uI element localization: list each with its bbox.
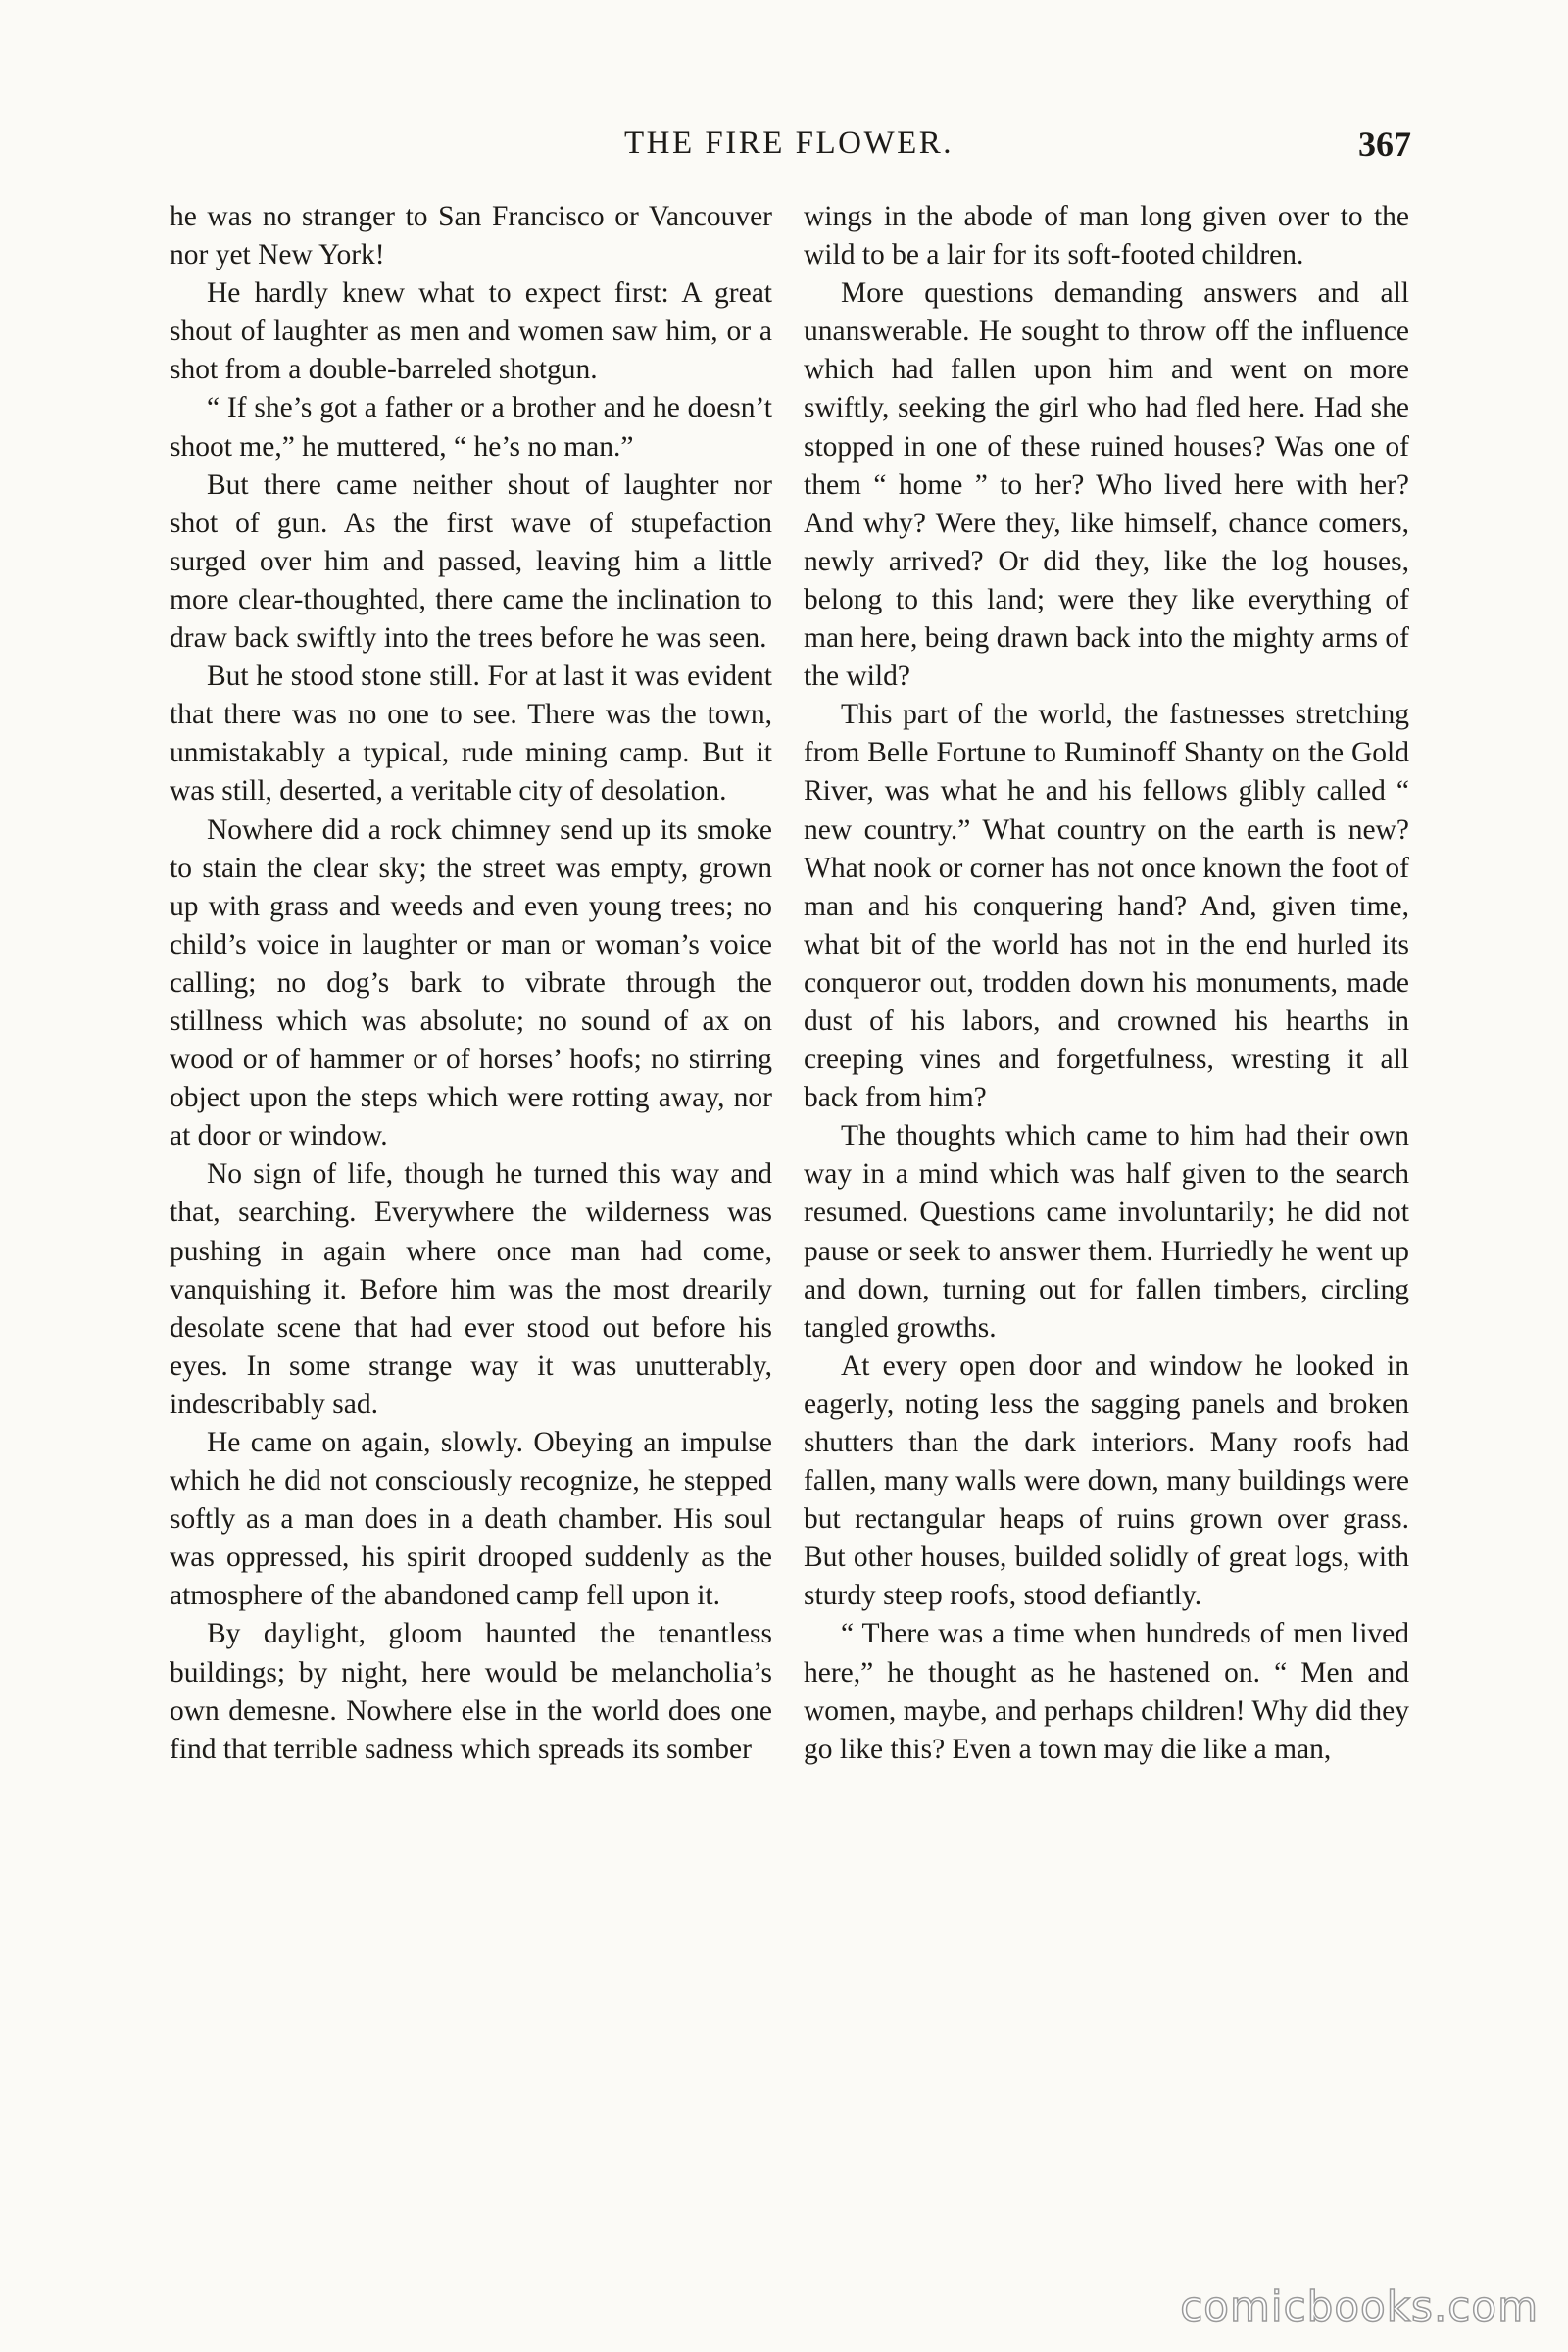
watermark-logo: comicbooks.com: [1180, 2282, 1539, 2330]
running-title: THE FIRE FLOWER.: [623, 125, 955, 161]
paragraph: More questions demanding answers and all unanswerable. He sought to throw off the influence which had fallen upon him and went on more swiftly, seeking the girl who had fled here. Had she stopped in one of these ruined houses? Was one of them “ home ” to her? Who lived here with her? And why? Were they, like himself, chance comers, newly arrived? Or did they, like the log houses, belong to this land; were they like everything of man here, being drawn back into the mighty arms of the wild?: [804, 277, 1409, 693]
right-column: [804, 198, 1409, 1769]
paragraph: wings in the abode of man long given over to the wild to be a lair for its soft-footed children.: [804, 201, 1409, 271]
paragraph: “ There was a time when hundreds of men lived here,” he thought as he hastened on. “ Men and women, maybe, and perhaps children! Why did they go like this? Even a town may die like a man,: [804, 1618, 1409, 1765]
paragraph: No sign of life, though he turned this way and that, searching. Everywhere the wilderness was pushing in again where once man had come, vanquishing it. Before him was the most drearily desolate scene that had ever stood out before his eyes. In some strange way it was unutterably, indescribably sad.: [170, 1158, 772, 1420]
paragraph: He hardly knew what to expect first: A great shout of laughter as men and women saw him, or a shot from a double-barreled shotgun.: [170, 277, 772, 386]
paragraph: Nowhere did a rock chimney send up its smoke to stain the clear sky; the street was empty, grown up with grass and weeds and even young trees; no child’s voice in laughter or man or woman’s voice calling; no dog’s bark to vibrate through the stillness which was absolute; no sound of ax on wood or of hammer or of horses’ hoofs; no stirring object upon the steps which were rotting away, nor at door or window.: [170, 813, 772, 1152]
running-head: [167, 125, 1411, 174]
paragraph: he was no stranger to San Francisco or Vancouver nor yet New York!: [170, 201, 772, 271]
left-column: [170, 198, 772, 1769]
paragraph: By daylight, gloom haunted the tenantless buildings; by night, here would be melancholia’s own demesne. Nowhere else in the world does one find that terrible sadness which spreads its somber: [170, 1618, 772, 1765]
paragraph: The thoughts which came to him had their own way in a mind which was half given to the search resumed. Questions came involuntarily; he did not pause or seek to answer them. Hurriedly he went up and down, turning out for fallen timbers, circling tangled growths.: [804, 1120, 1409, 1344]
paragraph: He came on again, slowly. Obeying an impulse which he did not consciously recognize, he stepped softly as a man does in a death chamber. His soul was oppressed, his spirit drooped suddenly as the atmosphere of the abandoned camp fell upon it.: [170, 1427, 772, 1612]
paragraph: But there came neither shout of laughter nor shot of gun. As the first wave of stupefaction surged over him and passed, leaving him a little more clear-thoughted, there came the inclination to draw back swiftly into the trees before he was seen.: [170, 468, 772, 655]
paragraph: This part of the world, the fastnesses stretching from Belle Fortune to Ruminoff Shanty on the Gold River, was what he and his fellows glibly called “ new country.” What country on the earth is new? What nook or corner has not once known the foot of man and his conquering hand? And, given time, what bit of the world has not in the end hurled its conqueror out, trodden down his monuments, made dust of his labors, and crowned his hearths in creeping vines and forgetfulness, wresting it all back from him?: [804, 699, 1409, 1114]
paragraph: “ If she’s got a father or a brother and he doesn’t shoot me,” he muttered, “ he’s no man.”: [170, 392, 772, 463]
page-number: 367: [1358, 124, 1411, 164]
paragraph: But he stood stone still. For at last it was evident that there was no one to see. There was the town, unmistakably a typical, rude mining camp. But it was still, deserted, a veritable city of desolation.: [170, 661, 772, 808]
paragraph: At every open door and window he looked in eagerly, noting less the sagging panels and broken shutters than the dark interiors. Many roofs had fallen, many walls were down, many buildings were but rectangular heaps of ruins grown over grass. But other houses, builded solidly of great logs, with sturdy steep roofs, stood defiantly.: [804, 1349, 1409, 1612]
